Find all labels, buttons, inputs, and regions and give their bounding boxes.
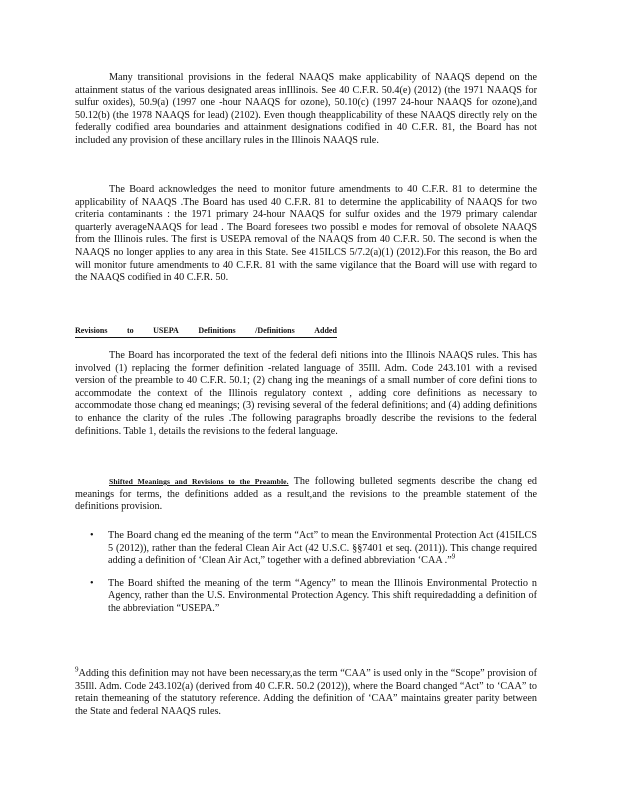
heading-word: Added xyxy=(314,326,337,335)
list-item xyxy=(90,530,537,568)
bullet-icon: • xyxy=(90,577,94,589)
heading-word: /Definitions xyxy=(255,326,295,335)
subheading-shifted-meanings: Shifted Meanings and Revisions to the Preamble. xyxy=(109,477,289,486)
footnote-text: Adding this definition may not have been necessary,as the term “CAA” is used only in the “Scope” provision of 35Ill. Adm. Code 243.102(a) (derived from 40 C.F.R. 50.2 (2012)), where the Board changed “Act” to ‘CAA” to retain themeaning of the statutory reference. Adding the definition of ‘CAA” maintains greater parity between the State and federal NAAQS rules. xyxy=(75,668,537,717)
paragraph-shifted-meanings xyxy=(75,476,537,514)
heading-word: USEPA xyxy=(153,326,179,335)
heading-word: Definitions xyxy=(198,326,236,335)
footnote xyxy=(75,665,537,718)
bullet-text: The Board shifted the meaning of the term “Agency” to mean the Illinois Environmental Protectio n Agency, rather than the U.S. Environmental Protection Agency. This shift requiredadding a definition of the abbreviation “USEPA.” xyxy=(108,577,537,614)
paragraph-transitional-provisions: Many transitional provisions in the federal NAAQS make applicability of NAAQS depend on the attainment status of the various designated areas inIllinois. See 40 C.F.R. 50.4(e) (2012) (the 1971 NAAQS for sulfur oxides), 50.9(a) (1997 one -hour NAAQS for ozone), 50.10(c) (1997 24-hour NAAQS for ozone),and 50.12(b) (the 1978 NAAQS for lead) (2102). Even though theapplicability of these NAAQS directly rely on the federally codified area boundaries and attainment designations codified in 40 C.F.R. 81, the Board has not included any provision of these ancillary rules in the Illinois NAAQS rule. xyxy=(75,72,537,146)
list-item xyxy=(90,578,537,616)
paragraph-incorporated-definitions: The Board has incorporated the text of the federal defi nitions into the Illinois NAAQS rules. This has involved (1) replacing the former definition -related language of 35Ill. Adm. Code 243.101 with a revised version of the preamble to 40 C.F.R. 50.1; (2) chang ing the meanings of a small number of core defini tions to accommodate the context of the Illinois regulatory context , adding core definitions as necessary to accommodate those chang ed meanings; (3) revising several of the federal definitions; and (4) adding definitions to enhance the clarity of the rules .The following paragraphs broadly describe the revisions to the federal definitions. Table 1, details the revisions to the federal language. xyxy=(75,350,537,437)
bullet-icon: • xyxy=(90,530,94,541)
heading-word: Revisions xyxy=(75,326,108,335)
bullet-text: The Board chang ed the meaning of the term “Act” to mean the Environmental Protection Act (415ILCS 5 (2012)), rather than the federal Clean Air Act (42 U.S.C. §§7401 et seq. (2011)). This change required adding a definition of ‘Clean Air Act,” together with a defined abbreviation ‘CAA .” xyxy=(108,530,537,567)
footnote-reference: 9 xyxy=(451,552,456,561)
paragraph-board-acknowledges: The Board acknowledges the need to monitor future amendments to 40 C.F.R. 81 to determine the applicability of NAAQS .The Board has used 40 C.F.R. 81 to determine the applicability of NAAQS for two criteria contaminants : the 1971 primary 24-hour NAAQS for sulfur oxides and the 1979 primary calendar quarterly averageNAAQS for lead . The Board foresees two possibl e modes for removal of obsolete NAAQS from the Illinois rules. The first is USEPA removal of the NAAQS from 40 C.F.R. 50. The second is when the NAAQS no longer applies to any area in this State. See 415ILCS 5/7.2(a)(1) (2012).For this reason, the Bo ard will monitor future amendments to 40 C.F.R. 81 with the same vigilance that the Board will use with regard to the NAAQS codified in 40 C.F.R. 50. xyxy=(75,184,537,284)
heading-word: to xyxy=(126,326,134,335)
section-heading xyxy=(75,326,337,338)
bulleted-list xyxy=(90,530,537,616)
footnote-number: 9 xyxy=(75,665,79,674)
paragraph-shifted-meanings-text: The following bulleted segments describe the chang ed meanings for terms, the definitions added as a result,and the revisions to the preamble statement of the definitions provision. xyxy=(75,476,537,513)
